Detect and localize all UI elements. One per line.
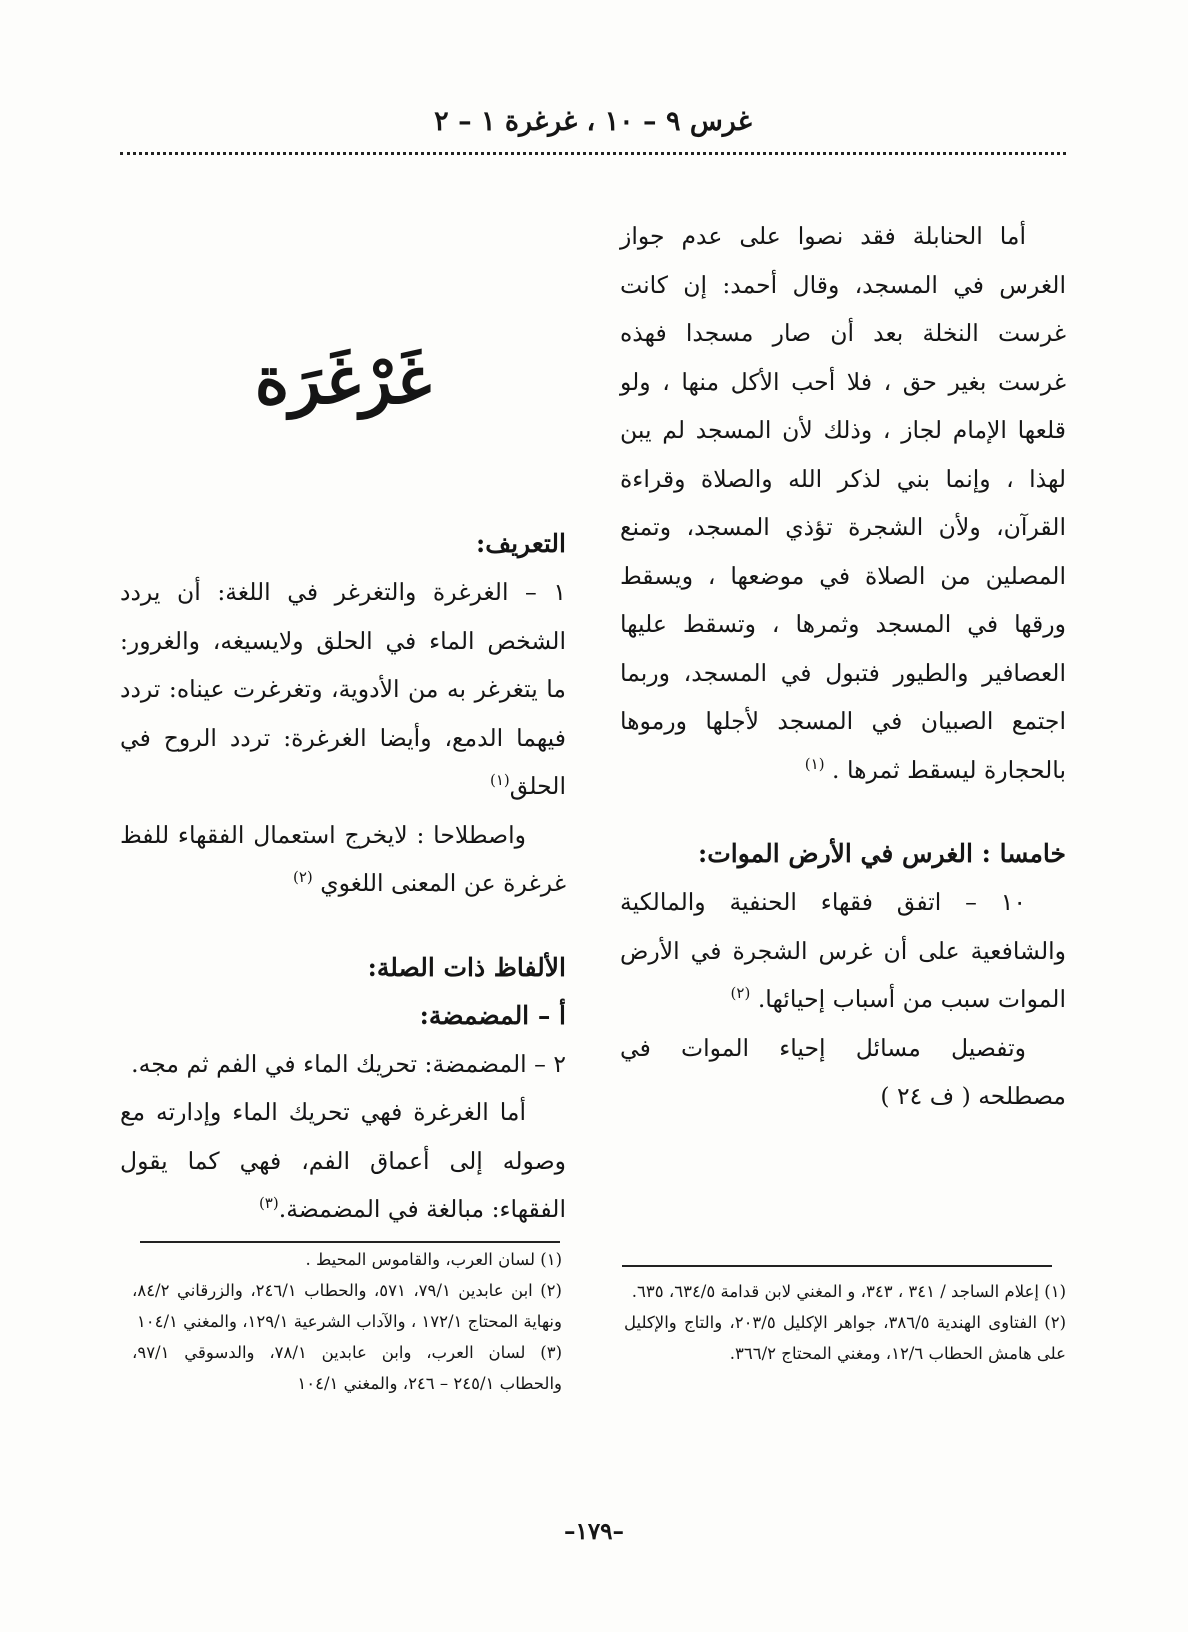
- footnote-ref: (٢): [292, 868, 313, 887]
- paragraph: ١٠ – اتفق فقهاء الحنفية والمالكية والشافعية على أن غرس الشجرة في الأرض الموات سبب من أسباب إحيائها. $^{(٢)}$: [620, 888, 1066, 1013]
- section-heading: خامسا : الغرس في الأرض الموات:: [698, 839, 1066, 868]
- paragraph: واصطلاحا : لايخرج استعمال الفقهاء للفظ غرغرة عن المعنى اللغوي $^{(٢)}$: [120, 820, 566, 897]
- footnote: (٣) لسان العرب، وابن عابدين ٧٨/١، والدسوقي ٩٧/١، والحطاب ٢٤٥/١ – ٢٤٦، والمغني ١٠٤/١: [132, 1343, 562, 1393]
- paragraph: وتفصيل مسائل إحياء الموات في مصطلحه ( ف ٢٤ ): [620, 1033, 1066, 1110]
- footnote-rule-left: [140, 1241, 560, 1243]
- related-terms-heading: الألفاظ ذات الصلة:: [367, 952, 566, 982]
- footnote-ref: (٢): [730, 984, 751, 1003]
- footnote: (١) إعلام الساجد / ٣٤١ ، ٣٤٣، و المغني لابن قدامة ٦٣٤/٥، ٦٣٥.: [631, 1282, 1066, 1301]
- definition-heading: التعريف:: [475, 529, 566, 558]
- footnote-ref: (٣): [258, 1194, 279, 1213]
- footnote: (٢) ابن عابدين ٧٩/١، ٥٧١، والحطاب ٢٤٦/١، والزرقاني ٨٤/٢، ونهاية المحتاج ١٧٢/١ ، والآداب الشرعية ١٢٩/١، والمغني ١٠٤/١: [132, 1281, 562, 1331]
- entry-title: غَرْغَرَة: [254, 341, 432, 419]
- footnote: (٢) الفتاوى الهندية ٣٨٦/٥، جواهر الإكليل ٢٠٣/٥، والتاج والإكليل على هامش الحطاب ١٢/٦، ومغني المحتاج ٣٦٦/٢.: [624, 1313, 1066, 1363]
- footnote-ref: (١): [489, 771, 510, 790]
- footnotes-right: [624, 1276, 1066, 1369]
- sub-heading: أ – المضمضة:: [419, 1000, 566, 1030]
- left-column: [120, 330, 566, 1234]
- footnotes-left: [132, 1244, 562, 1399]
- running-header: غرس ٩ – ١٠ ، غرغرة ١ – ٢: [434, 106, 752, 137]
- paragraph: أما الغرغرة فهي تحريك الماء وإدارته مع وصوله إلى أعماق الفم، فهي كما يقول الفقهاء: مبالغة في المضمضة.$^{(٣)}$: [120, 1098, 566, 1223]
- footnote: (١) لسان العرب، والقاموس المحيط .: [305, 1250, 562, 1269]
- header-dotted-rule: [120, 152, 1066, 155]
- right-column: [620, 212, 1066, 1121]
- page-number: –١٧٩–: [563, 1518, 625, 1545]
- footnote-rule-right: [622, 1265, 1052, 1267]
- paragraph: ٢ – المضمضة: تحريك الماء في الفم ثم مجه.: [131, 1049, 566, 1078]
- paragraph: أما الحنابلة فقد نصوا على عدم جواز الغرس في المسجد، وقال أحمد: إن كانت غرست النخلة بعد أن صار مسجدا فهذه غرست بغير حق ، فلا أحب الأكل منها ، ولو قلعها الإمام لجاز ، وذلك لأن المسجد لم يبن لهذا ، وإنما بني لذكر الله والصلاة وقراءة القرآن، ولأن الشجرة تؤذي المسجد، وتمنع المصلين من الصلاة في موضعها ، ويسقط ورقها في المسجد وثمرها ، وتسقط عليها العصافير والطيور فتبول في المسجد، وربما اجتمع الصبيان في المسجد لأجلها ورموها بالحجارة ليسقط ثمرها . $^{(١)}$: [620, 222, 1066, 784]
- paragraph: ١ – الغرغرة والتغرغر في اللغة: أن يردد الشخص الماء في الحلق ولايسيغه، والغرور: ما يتغرغر به من الأدوية، وتغرغرت عيناه: تردد فيهما الدمع، وأيضا الغرغرة: تردد الروح في الحلق$^{(١)}$: [120, 578, 566, 800]
- footnote-ref: (١): [804, 754, 825, 773]
